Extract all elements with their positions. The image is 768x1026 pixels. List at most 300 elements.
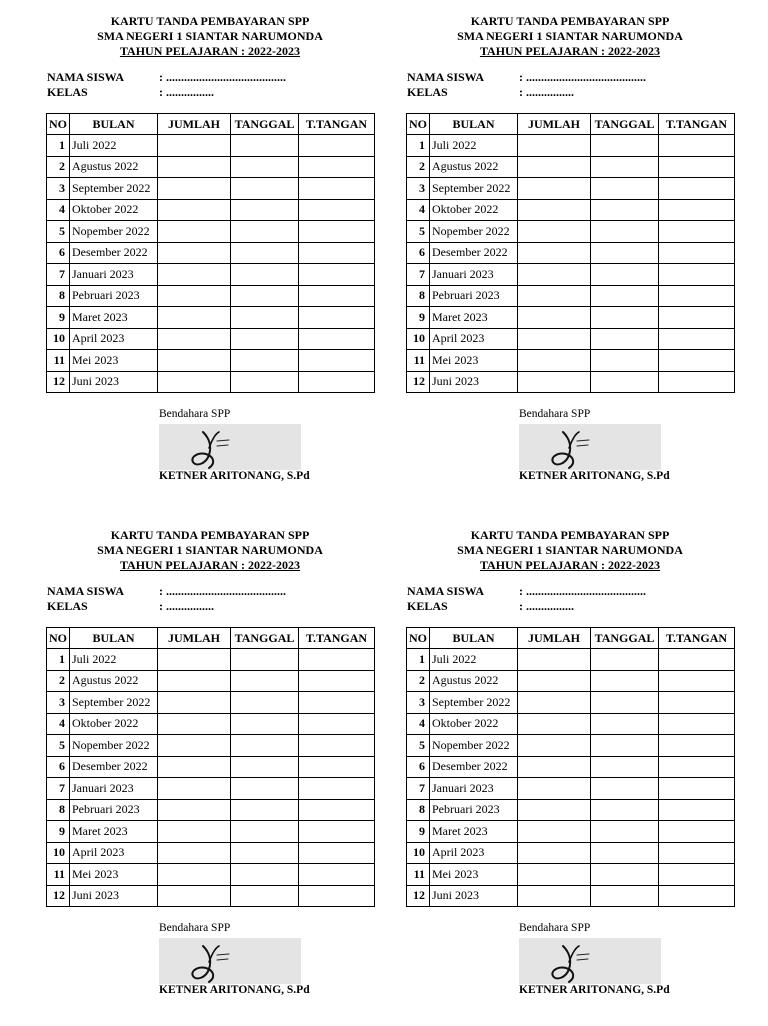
amount-cell bbox=[518, 756, 591, 778]
signature-cell bbox=[659, 670, 735, 692]
amount-cell bbox=[518, 799, 591, 821]
amount-cell bbox=[158, 328, 231, 350]
school-name: SMA NEGERI 1 SIANTAR NARUMONDA bbox=[457, 543, 683, 557]
signature-cell bbox=[659, 285, 735, 307]
school-name: SMA NEGERI 1 SIANTAR NARUMONDA bbox=[457, 29, 683, 43]
signature-cell bbox=[659, 756, 735, 778]
date-cell bbox=[231, 350, 299, 372]
student-name-field: : ........................................ bbox=[159, 70, 286, 84]
signature-cell bbox=[299, 864, 375, 886]
date-cell bbox=[591, 821, 659, 843]
date-cell bbox=[231, 670, 299, 692]
month-cell: September 2022 bbox=[70, 178, 158, 200]
table-row bbox=[407, 135, 735, 157]
amount-cell bbox=[518, 307, 591, 329]
row-number: 2 bbox=[47, 156, 70, 178]
month-cell: Pebruari 2023 bbox=[70, 799, 158, 821]
row-number: 7 bbox=[47, 778, 70, 800]
treasurer-label: Bendahara SPP bbox=[519, 408, 591, 420]
col-header-no: NO bbox=[407, 114, 430, 135]
amount-cell bbox=[158, 821, 231, 843]
student-name-label: NAMA SISWA bbox=[407, 70, 485, 84]
table-row bbox=[47, 178, 375, 200]
col-header-ttangan: T.TANGAN bbox=[299, 114, 375, 135]
table-row bbox=[407, 307, 735, 329]
month-cell: Agustus 2022 bbox=[70, 156, 158, 178]
table-row bbox=[47, 285, 375, 307]
signature-cell bbox=[659, 821, 735, 843]
date-cell bbox=[231, 156, 299, 178]
col-header-jumlah: JUMLAH bbox=[158, 628, 231, 649]
table-row bbox=[47, 713, 375, 735]
payment-table bbox=[406, 113, 735, 393]
table-row bbox=[407, 713, 735, 735]
student-name-field: : ........................................ bbox=[519, 70, 646, 84]
student-name-field: : ........................................ bbox=[159, 584, 286, 598]
row-number: 1 bbox=[47, 135, 70, 157]
signature-image bbox=[159, 938, 301, 984]
treasurer-label: Bendahara SPP bbox=[159, 408, 231, 420]
col-header-tanggal: TANGGAL bbox=[591, 628, 659, 649]
signature-cell bbox=[659, 156, 735, 178]
row-number: 1 bbox=[407, 649, 430, 671]
amount-cell bbox=[158, 670, 231, 692]
date-cell bbox=[231, 842, 299, 864]
table-row bbox=[407, 242, 735, 264]
col-header-bulan: BULAN bbox=[430, 114, 518, 135]
month-cell: Oktober 2022 bbox=[430, 713, 518, 735]
month-cell: Mei 2023 bbox=[70, 350, 158, 372]
signature-cell bbox=[659, 350, 735, 372]
month-cell: April 2023 bbox=[70, 328, 158, 350]
col-header-ttangan: T.TANGAN bbox=[659, 114, 735, 135]
school-name: SMA NEGERI 1 SIANTAR NARUMONDA bbox=[97, 543, 323, 557]
payment-card bbox=[45, 526, 375, 1026]
signature-cell bbox=[659, 264, 735, 286]
month-cell: Desember 2022 bbox=[430, 756, 518, 778]
amount-cell bbox=[158, 178, 231, 200]
amount-cell bbox=[158, 199, 231, 221]
table-row bbox=[407, 799, 735, 821]
month-cell: Januari 2023 bbox=[70, 778, 158, 800]
signature-image bbox=[159, 424, 301, 470]
class-row bbox=[47, 599, 214, 614]
row-number: 3 bbox=[407, 692, 430, 714]
date-cell bbox=[231, 821, 299, 843]
signature-cell bbox=[299, 328, 375, 350]
table-row bbox=[47, 692, 375, 714]
student-name-label: NAMA SISWA bbox=[47, 584, 125, 598]
amount-cell bbox=[158, 264, 231, 286]
date-cell bbox=[591, 713, 659, 735]
signature-cell bbox=[299, 821, 375, 843]
row-number: 12 bbox=[407, 885, 430, 907]
signature-cell bbox=[299, 371, 375, 393]
signature-cell bbox=[659, 221, 735, 243]
class-field: : ................ bbox=[519, 85, 574, 99]
amount-cell bbox=[518, 735, 591, 757]
amount-cell bbox=[158, 307, 231, 329]
signer-name: KETNER ARITONANG, S.Pd bbox=[159, 470, 310, 482]
row-number: 12 bbox=[407, 371, 430, 393]
amount-cell bbox=[158, 649, 231, 671]
amount-cell bbox=[518, 670, 591, 692]
amount-cell bbox=[518, 285, 591, 307]
row-number: 7 bbox=[47, 264, 70, 286]
class-label: KELAS bbox=[47, 599, 88, 613]
table-row bbox=[407, 178, 735, 200]
class-label: KELAS bbox=[407, 85, 448, 99]
table-row bbox=[47, 328, 375, 350]
signature-cell bbox=[299, 649, 375, 671]
table-row bbox=[407, 842, 735, 864]
signature-cell bbox=[659, 199, 735, 221]
table-row bbox=[407, 264, 735, 286]
month-cell: Juni 2023 bbox=[70, 885, 158, 907]
payment-card bbox=[405, 526, 735, 1026]
row-number: 9 bbox=[47, 307, 70, 329]
amount-cell bbox=[158, 285, 231, 307]
signature-cell bbox=[299, 350, 375, 372]
class-row bbox=[47, 85, 214, 100]
row-number: 6 bbox=[407, 756, 430, 778]
signature-cell bbox=[299, 156, 375, 178]
amount-cell bbox=[518, 264, 591, 286]
date-cell bbox=[231, 178, 299, 200]
col-header-jumlah: JUMLAH bbox=[518, 628, 591, 649]
date-cell bbox=[591, 371, 659, 393]
signer-name: KETNER ARITONANG, S.Pd bbox=[519, 470, 670, 482]
row-number: 2 bbox=[47, 670, 70, 692]
amount-cell bbox=[158, 735, 231, 757]
date-cell bbox=[591, 221, 659, 243]
signature-cell bbox=[659, 328, 735, 350]
school-name: SMA NEGERI 1 SIANTAR NARUMONDA bbox=[97, 29, 323, 43]
month-cell: Mei 2023 bbox=[70, 864, 158, 886]
table-row bbox=[47, 221, 375, 243]
table-row bbox=[407, 221, 735, 243]
date-cell bbox=[591, 799, 659, 821]
class-field: : ................ bbox=[519, 599, 574, 613]
signature-image bbox=[519, 424, 661, 470]
month-cell: Pebruari 2023 bbox=[430, 285, 518, 307]
signature-cell bbox=[659, 885, 735, 907]
payment-table bbox=[46, 627, 375, 907]
amount-cell bbox=[158, 778, 231, 800]
date-cell bbox=[231, 264, 299, 286]
date-cell bbox=[231, 307, 299, 329]
date-cell bbox=[231, 735, 299, 757]
signature-cell bbox=[299, 692, 375, 714]
row-number: 3 bbox=[47, 692, 70, 714]
signature-cell bbox=[659, 307, 735, 329]
table-header-row bbox=[407, 114, 735, 135]
class-field: : ................ bbox=[159, 85, 214, 99]
signature-cell bbox=[299, 285, 375, 307]
row-number: 9 bbox=[407, 307, 430, 329]
amount-cell bbox=[158, 242, 231, 264]
amount-cell bbox=[518, 328, 591, 350]
month-cell: Juni 2023 bbox=[430, 885, 518, 907]
student-name-row bbox=[47, 584, 286, 599]
row-number: 8 bbox=[407, 285, 430, 307]
month-cell: Maret 2023 bbox=[430, 821, 518, 843]
amount-cell bbox=[158, 799, 231, 821]
row-number: 10 bbox=[407, 328, 430, 350]
row-number: 5 bbox=[407, 221, 430, 243]
student-name-label: NAMA SISWA bbox=[407, 584, 485, 598]
table-row bbox=[47, 778, 375, 800]
amount-cell bbox=[158, 756, 231, 778]
table-row bbox=[407, 199, 735, 221]
student-name-field: : ........................................ bbox=[519, 584, 646, 598]
signature-cell bbox=[659, 178, 735, 200]
class-row bbox=[407, 85, 574, 100]
signature-cell bbox=[299, 242, 375, 264]
table-row bbox=[407, 778, 735, 800]
signature-cell bbox=[659, 135, 735, 157]
table-header-row bbox=[407, 628, 735, 649]
month-cell: Oktober 2022 bbox=[430, 199, 518, 221]
row-number: 3 bbox=[407, 178, 430, 200]
month-cell: Agustus 2022 bbox=[70, 670, 158, 692]
signer-name: KETNER ARITONANG, S.Pd bbox=[159, 984, 310, 996]
class-field: : ................ bbox=[159, 599, 214, 613]
payment-card bbox=[45, 12, 375, 512]
table-row bbox=[407, 756, 735, 778]
month-cell: Pebruari 2023 bbox=[430, 799, 518, 821]
signature-cell bbox=[299, 885, 375, 907]
row-number: 11 bbox=[407, 350, 430, 372]
amount-cell bbox=[158, 864, 231, 886]
month-cell: Januari 2023 bbox=[430, 778, 518, 800]
col-header-tanggal: TANGGAL bbox=[591, 114, 659, 135]
amount-cell bbox=[158, 135, 231, 157]
table-row bbox=[407, 864, 735, 886]
amount-cell bbox=[158, 350, 231, 372]
month-cell: Pebruari 2023 bbox=[70, 285, 158, 307]
table-row bbox=[47, 307, 375, 329]
amount-cell bbox=[518, 178, 591, 200]
row-number: 5 bbox=[47, 735, 70, 757]
date-cell bbox=[591, 842, 659, 864]
month-cell: Desember 2022 bbox=[70, 756, 158, 778]
row-number: 5 bbox=[47, 221, 70, 243]
amount-cell bbox=[158, 713, 231, 735]
table-row bbox=[47, 242, 375, 264]
col-header-bulan: BULAN bbox=[70, 114, 158, 135]
table-row bbox=[47, 735, 375, 757]
signature-cell bbox=[299, 842, 375, 864]
amount-cell bbox=[518, 350, 591, 372]
row-number: 1 bbox=[407, 135, 430, 157]
student-name-label: NAMA SISWA bbox=[47, 70, 125, 84]
table-row bbox=[47, 842, 375, 864]
month-cell: Nopember 2022 bbox=[70, 735, 158, 757]
payment-table bbox=[46, 113, 375, 393]
amount-cell bbox=[518, 221, 591, 243]
signature-cell bbox=[299, 799, 375, 821]
date-cell bbox=[591, 885, 659, 907]
row-number: 8 bbox=[47, 285, 70, 307]
table-row bbox=[47, 864, 375, 886]
table-row bbox=[407, 156, 735, 178]
row-number: 2 bbox=[407, 156, 430, 178]
signature-cell bbox=[659, 864, 735, 886]
month-cell: April 2023 bbox=[430, 328, 518, 350]
table-row bbox=[47, 885, 375, 907]
table-row bbox=[407, 821, 735, 843]
date-cell bbox=[231, 885, 299, 907]
col-header-tanggal: TANGGAL bbox=[231, 628, 299, 649]
date-cell bbox=[591, 307, 659, 329]
table-row bbox=[407, 692, 735, 714]
col-header-no: NO bbox=[407, 628, 430, 649]
date-cell bbox=[591, 350, 659, 372]
row-number: 6 bbox=[407, 242, 430, 264]
date-cell bbox=[591, 178, 659, 200]
date-cell bbox=[231, 778, 299, 800]
month-cell: Oktober 2022 bbox=[70, 199, 158, 221]
table-row bbox=[47, 199, 375, 221]
date-cell bbox=[591, 778, 659, 800]
signature-image bbox=[519, 938, 661, 984]
signature-cell bbox=[299, 307, 375, 329]
row-number: 4 bbox=[47, 713, 70, 735]
col-header-ttangan: T.TANGAN bbox=[659, 628, 735, 649]
date-cell bbox=[231, 799, 299, 821]
month-cell: Juni 2023 bbox=[70, 371, 158, 393]
signature-cell bbox=[299, 756, 375, 778]
month-cell: Agustus 2022 bbox=[430, 156, 518, 178]
amount-cell bbox=[158, 371, 231, 393]
month-cell: Oktober 2022 bbox=[70, 713, 158, 735]
month-cell: Januari 2023 bbox=[70, 264, 158, 286]
academic-year: TAHUN PELAJARAN : 2022-2023 bbox=[479, 44, 661, 58]
signature-cell bbox=[659, 799, 735, 821]
table-row bbox=[47, 156, 375, 178]
month-cell: April 2023 bbox=[70, 842, 158, 864]
amount-cell bbox=[158, 221, 231, 243]
signature-cell bbox=[659, 735, 735, 757]
signature-cell bbox=[659, 842, 735, 864]
date-cell bbox=[231, 328, 299, 350]
row-number: 7 bbox=[407, 264, 430, 286]
date-cell bbox=[231, 221, 299, 243]
student-name-row bbox=[407, 584, 646, 599]
signature-cell bbox=[659, 371, 735, 393]
amount-cell bbox=[518, 156, 591, 178]
amount-cell bbox=[158, 842, 231, 864]
row-number: 4 bbox=[47, 199, 70, 221]
amount-cell bbox=[518, 199, 591, 221]
amount-cell bbox=[518, 135, 591, 157]
date-cell bbox=[231, 864, 299, 886]
date-cell bbox=[231, 713, 299, 735]
date-cell bbox=[231, 242, 299, 264]
amount-cell bbox=[518, 821, 591, 843]
date-cell bbox=[591, 756, 659, 778]
date-cell bbox=[231, 756, 299, 778]
date-cell bbox=[591, 156, 659, 178]
signature-cell bbox=[659, 692, 735, 714]
month-cell: Mei 2023 bbox=[430, 864, 518, 886]
row-number: 12 bbox=[47, 885, 70, 907]
signature-cell bbox=[299, 199, 375, 221]
month-cell: Januari 2023 bbox=[430, 264, 518, 286]
table-row bbox=[407, 350, 735, 372]
date-cell bbox=[231, 692, 299, 714]
date-cell bbox=[591, 135, 659, 157]
date-cell bbox=[591, 285, 659, 307]
month-cell: Juli 2022 bbox=[430, 135, 518, 157]
month-cell: September 2022 bbox=[430, 178, 518, 200]
amount-cell bbox=[518, 842, 591, 864]
date-cell bbox=[231, 649, 299, 671]
table-row bbox=[47, 649, 375, 671]
amount-cell bbox=[518, 885, 591, 907]
treasurer-label: Bendahara SPP bbox=[519, 922, 591, 934]
date-cell bbox=[231, 371, 299, 393]
date-cell bbox=[591, 199, 659, 221]
card-title: KARTU TANDA PEMBAYARAN SPP bbox=[470, 14, 670, 28]
signature-cell bbox=[659, 713, 735, 735]
table-row bbox=[47, 799, 375, 821]
academic-year: TAHUN PELAJARAN : 2022-2023 bbox=[479, 558, 661, 572]
signature-cell bbox=[659, 778, 735, 800]
month-cell: Agustus 2022 bbox=[430, 670, 518, 692]
table-row bbox=[407, 371, 735, 393]
row-number: 6 bbox=[47, 756, 70, 778]
row-number: 8 bbox=[47, 799, 70, 821]
row-number: 9 bbox=[47, 821, 70, 843]
month-cell: Maret 2023 bbox=[430, 307, 518, 329]
amount-cell bbox=[158, 692, 231, 714]
month-cell: Desember 2022 bbox=[430, 242, 518, 264]
row-number: 9 bbox=[407, 821, 430, 843]
class-label: KELAS bbox=[47, 85, 88, 99]
date-cell bbox=[231, 285, 299, 307]
month-cell: Juni 2023 bbox=[430, 371, 518, 393]
table-row bbox=[47, 350, 375, 372]
month-cell: Maret 2023 bbox=[70, 307, 158, 329]
signature-cell bbox=[299, 178, 375, 200]
amount-cell bbox=[518, 242, 591, 264]
month-cell: Nopember 2022 bbox=[70, 221, 158, 243]
date-cell bbox=[591, 670, 659, 692]
month-cell: Nopember 2022 bbox=[430, 221, 518, 243]
row-number: 7 bbox=[407, 778, 430, 800]
row-number: 11 bbox=[47, 864, 70, 886]
month-cell: September 2022 bbox=[70, 692, 158, 714]
row-number: 8 bbox=[407, 799, 430, 821]
row-number: 5 bbox=[407, 735, 430, 757]
signature-cell bbox=[299, 713, 375, 735]
row-number: 6 bbox=[47, 242, 70, 264]
month-cell: Desember 2022 bbox=[70, 242, 158, 264]
table-row bbox=[407, 328, 735, 350]
amount-cell bbox=[518, 371, 591, 393]
col-header-no: NO bbox=[47, 628, 70, 649]
signature-cell bbox=[659, 649, 735, 671]
table-row bbox=[47, 821, 375, 843]
row-number: 4 bbox=[407, 713, 430, 735]
row-number: 2 bbox=[407, 670, 430, 692]
class-row bbox=[407, 599, 574, 614]
payment-table bbox=[406, 627, 735, 907]
date-cell bbox=[591, 328, 659, 350]
table-header-row bbox=[47, 628, 375, 649]
